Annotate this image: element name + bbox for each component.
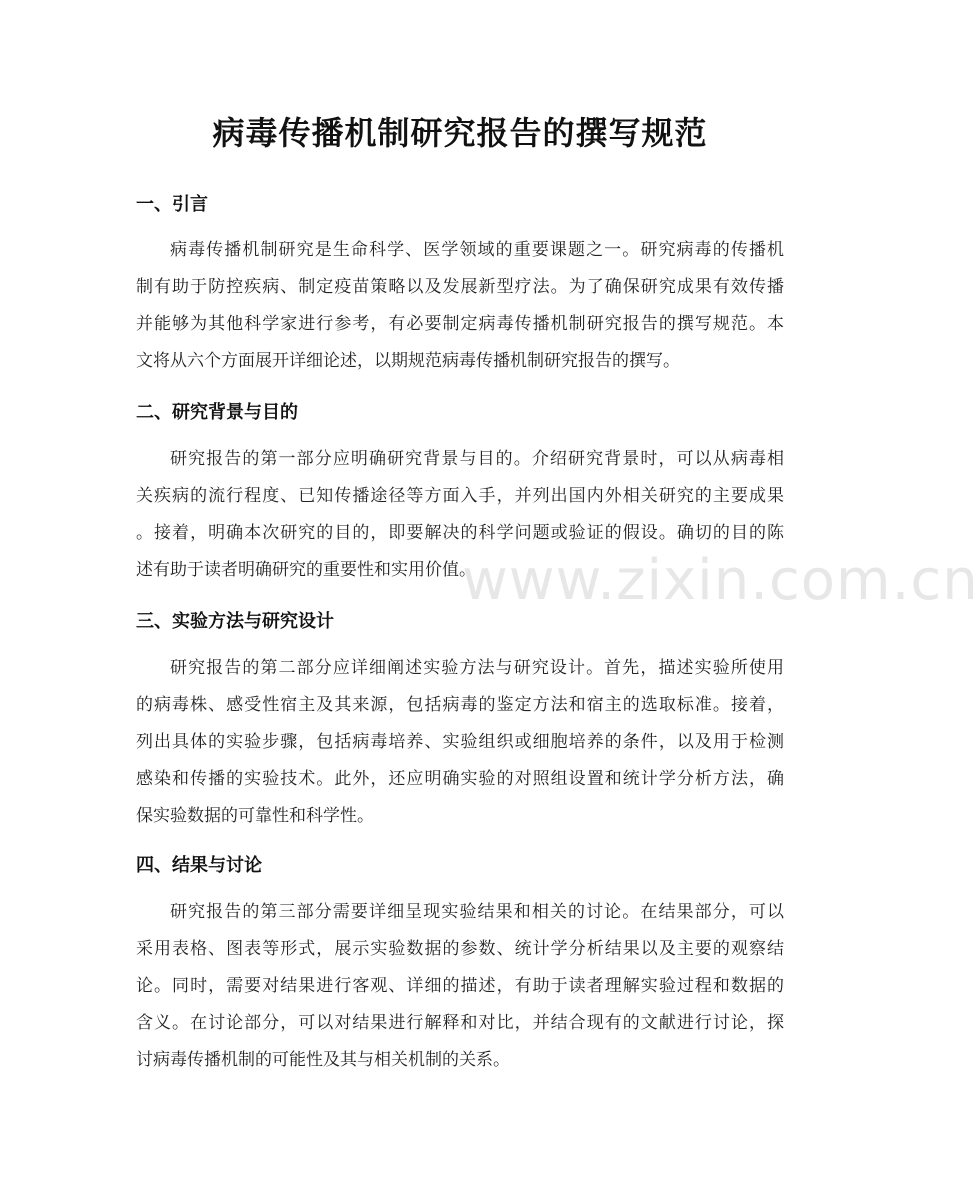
paragraph-line: 制有助于防控疾病、制定疫苗策略以及发展新型疗法。为了确保研究成果有效传播 bbox=[136, 277, 784, 297]
paragraph-line: 病毒传播机制研究是生命科学、医学领域的重要课题之一。研究病毒的传播机 bbox=[170, 240, 784, 260]
paragraph-line: 研究报告的第一部分应明确研究背景与目的。介绍研究背景时，可以从病毒相 bbox=[170, 449, 784, 469]
paragraph-line: 并能够为其他科学家进行参考，有必要制定病毒传播机制研究报告的撰写规范。本 bbox=[136, 314, 784, 334]
paragraph-line: 文将从六个方面展开详细论述，以期规范病毒传播机制研究报告的撰写。 bbox=[136, 351, 680, 371]
section-heading-results: 四、结果与讨论 bbox=[136, 855, 262, 876]
paragraph-line: 研究报告的第二部分应详细阐述实验方法与研究设计。首先，描述实验所使用 bbox=[170, 658, 784, 678]
paragraph-line: 讨病毒传播机制的可能性及其与相关机制的关系。 bbox=[136, 1050, 510, 1070]
paragraph-line: 的病毒株、感受性宿主及其来源，包括病毒的鉴定方法和宿主的选取标准。接着， bbox=[136, 695, 784, 715]
section-paragraph-background bbox=[136, 441, 784, 589]
paragraph-line: 关疾病的流行程度、已知传播途径等方面入手，并列出国内外相关研究的主要成果 bbox=[136, 486, 784, 506]
section-paragraph-methods bbox=[136, 650, 784, 835]
section-heading-introduction: 一、引言 bbox=[136, 194, 208, 215]
paragraph-line: 采用表格、图表等形式，展示实验数据的参数、统计学分析结果以及主要的观察结 bbox=[136, 939, 784, 959]
paragraph-line: 保实验数据的可靠性和科学性。 bbox=[136, 806, 374, 826]
paragraph-line: 。接着，明确本次研究的目的，即要解决的科学问题或验证的假设。确切的目的陈 bbox=[136, 523, 784, 543]
paragraph-line: 含义。在讨论部分，可以对结果进行解释和对比，并结合现有的文献进行讨论，探 bbox=[136, 1013, 784, 1033]
paragraph-line: 述有助于读者明确研究的重要性和实用价值。 bbox=[136, 560, 476, 580]
watermark: www.zixin.com.cn bbox=[462, 548, 979, 613]
section-paragraph-introduction bbox=[136, 232, 784, 380]
paragraph-line: 列出具体的实验步骤，包括病毒培养、实验组织或细胞培养的条件，以及用于检测 bbox=[136, 732, 784, 752]
document-title: 病毒传播机制研究报告的撰写规范 bbox=[212, 114, 708, 152]
paragraph-line: 研究报告的第三部分需要详细呈现实验结果和相关的讨论。在结果部分，可以 bbox=[170, 902, 784, 922]
paragraph-line: 感染和传播的实验技术。此外，还应明确实验的对照组设置和统计学分析方法，确 bbox=[136, 769, 784, 789]
paragraph-line: 论。同时，需要对结果进行客观、详细的描述，有助于读者理解实验过程和数据的 bbox=[136, 976, 784, 996]
section-heading-methods: 三、实验方法与研究设计 bbox=[136, 611, 334, 632]
section-heading-background: 二、研究背景与目的 bbox=[136, 402, 298, 423]
section-paragraph-results bbox=[136, 894, 784, 1079]
